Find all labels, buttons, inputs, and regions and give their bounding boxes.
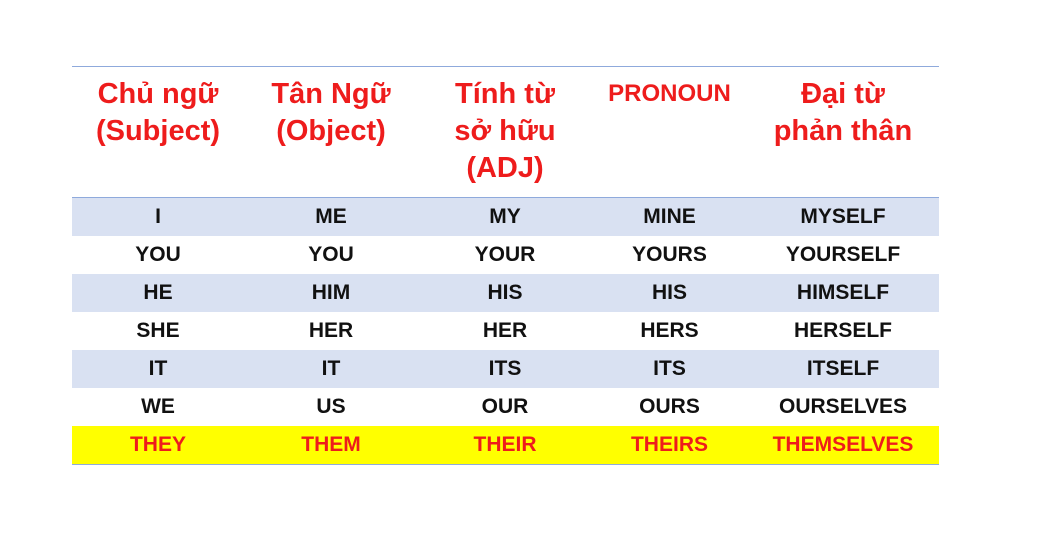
cell-pronoun: THEIRS: [592, 426, 747, 465]
cell-reflexive: OURSELVES: [747, 388, 939, 426]
table-row: [72, 236, 939, 274]
cell-adjective: OUR: [418, 388, 592, 426]
cell-object: HIM: [244, 274, 418, 312]
header-object-line2: (Object): [276, 115, 386, 147]
cell-adjective: ITS: [418, 350, 592, 388]
cell-adjective: HER: [418, 312, 592, 350]
header-object-line1: Tân Ngữ: [271, 78, 391, 110]
header-subject-line2: (Subject): [95, 115, 221, 147]
pronoun-table: [72, 66, 939, 465]
cell-adjective: YOUR: [418, 236, 592, 274]
header-row: [72, 67, 939, 198]
header-reflexive-line1: Đại từ: [801, 78, 885, 110]
cell-reflexive: YOURSELF: [747, 236, 939, 274]
table-row: [72, 312, 939, 350]
header-possessive-adjective: [418, 67, 592, 198]
cell-subject: WE: [72, 388, 244, 426]
cell-reflexive: HIMSELF: [747, 274, 939, 312]
header-subject: [72, 67, 244, 198]
cell-object: YOU: [244, 236, 418, 274]
header-pronoun-line1: PRONOUN: [608, 80, 731, 107]
header-reflexive: [747, 67, 939, 198]
header-pronoun: [592, 67, 747, 198]
cell-subject: SHE: [72, 312, 244, 350]
cell-reflexive: MYSELF: [747, 198, 939, 237]
cell-pronoun: HERS: [592, 312, 747, 350]
header-subject-line1: Chủ ngữ: [97, 78, 219, 110]
table-row: [72, 198, 939, 237]
cell-adjective: THEIR: [418, 426, 592, 465]
header-adj-line2: sở hữu: [454, 115, 556, 147]
cell-object: ME: [244, 198, 418, 237]
cell-subject: THEY: [72, 426, 244, 465]
table-row: [72, 350, 939, 388]
cell-reflexive: THEMSELVES: [747, 426, 939, 465]
cell-subject: I: [72, 198, 244, 237]
table-row: [72, 388, 939, 426]
cell-pronoun: ITS: [592, 350, 747, 388]
cell-pronoun: OURS: [592, 388, 747, 426]
cell-subject: YOU: [72, 236, 244, 274]
cell-object: THEM: [244, 426, 418, 465]
cell-object: HER: [244, 312, 418, 350]
cell-pronoun: MINE: [592, 198, 747, 237]
cell-adjective: HIS: [418, 274, 592, 312]
table-row-highlighted: [72, 426, 939, 465]
cell-pronoun: HIS: [592, 274, 747, 312]
cell-subject: IT: [72, 350, 244, 388]
cell-pronoun: YOURS: [592, 236, 747, 274]
header-adj-line1: Tính từ: [455, 78, 555, 110]
header-adj-line3: (ADJ): [466, 152, 544, 184]
header-object: [244, 67, 418, 198]
cell-reflexive: HERSELF: [747, 312, 939, 350]
cell-object: IT: [244, 350, 418, 388]
cell-reflexive: ITSELF: [747, 350, 939, 388]
cell-adjective: MY: [418, 198, 592, 237]
header-reflexive-line2: phản thân: [773, 115, 913, 147]
cell-subject: HE: [72, 274, 244, 312]
cell-object: US: [244, 388, 418, 426]
table-row: [72, 274, 939, 312]
